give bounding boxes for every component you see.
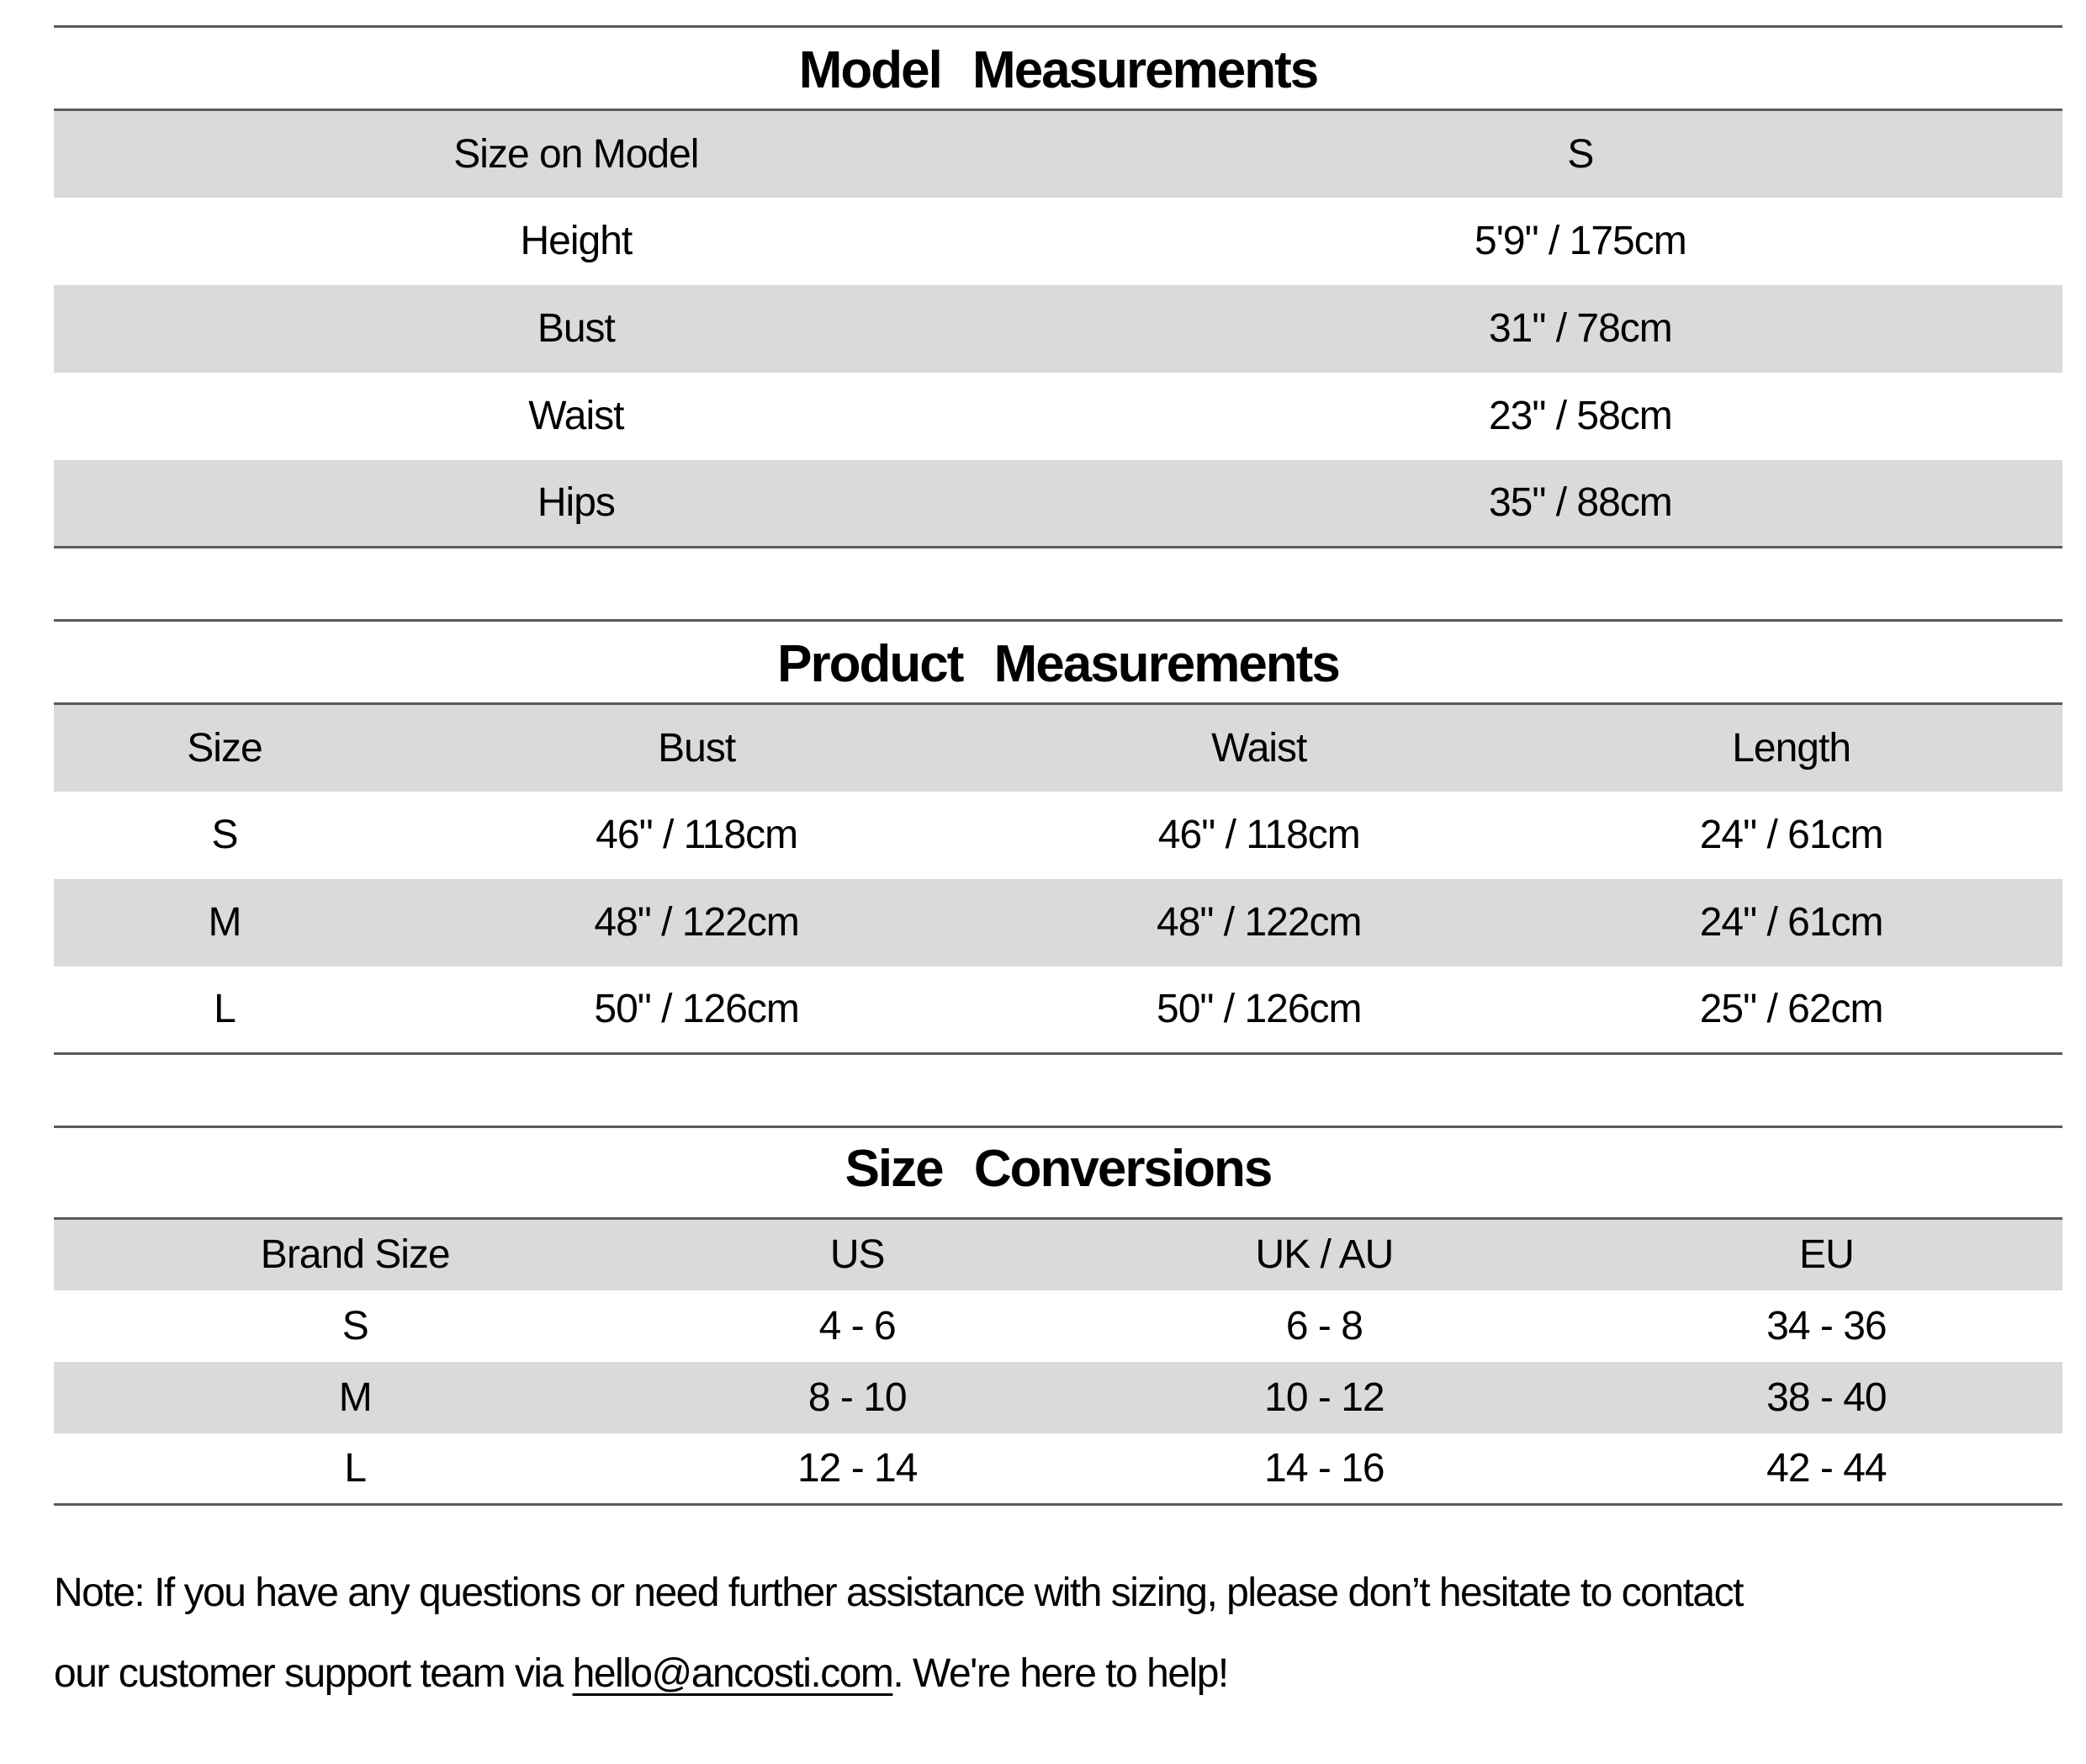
product-length-cell: 24" / 61cm	[1699, 900, 1883, 945]
model-row-label: Size on Model	[453, 131, 699, 177]
conversion-eu-cell: 34 - 36	[1766, 1303, 1887, 1348]
conversion-ukau-cell: 6 - 8	[1285, 1303, 1363, 1348]
sizing-note-line2-suffix: . We're here to help!	[892, 1651, 1228, 1696]
conversion-header-cell: EU	[1799, 1232, 1854, 1278]
sizing-note-line2-prefix: our customer support team via	[54, 1651, 573, 1696]
table-row	[54, 792, 2062, 879]
conversion-eu-cell: 42 - 44	[1766, 1445, 1887, 1491]
model-row-label: Height	[520, 219, 633, 263]
table-row	[54, 110, 2062, 198]
conversion-us-cell: 12 - 14	[797, 1445, 918, 1491]
table-header-row	[54, 1219, 2062, 1290]
sizing-note-line2	[54, 1634, 2062, 1714]
conversion-header-cell: US	[829, 1232, 885, 1278]
conversion-brand-cell: L	[344, 1445, 367, 1491]
support-email-link[interactable]: hello@ancosti.com	[572, 1651, 893, 1696]
table-row	[54, 879, 2062, 967]
conversion-brand-cell: S	[341, 1303, 368, 1348]
product-bust-cell: 46" / 118cm	[596, 813, 798, 857]
table-row	[54, 1433, 2062, 1505]
conversion-brand-cell: M	[338, 1375, 372, 1420]
conversion-us-cell: 8 - 10	[807, 1375, 907, 1420]
size-guide-page	[54, 25, 2062, 1714]
model-row-value: S	[1567, 131, 1594, 177]
product-header-cell: Size	[187, 725, 262, 771]
conversion-header-cell: Brand Size	[260, 1232, 450, 1278]
model-measurements-title: Model Measurements	[798, 41, 1318, 99]
conversion-header-cell: UK / AU	[1255, 1232, 1394, 1278]
product-header-cell: Waist	[1211, 725, 1307, 771]
product-header-cell: Bust	[658, 725, 736, 771]
model-row-label: Bust	[537, 306, 615, 351]
table-row	[54, 460, 2062, 548]
sizing-note	[54, 1553, 2062, 1714]
model-row-value: 35" / 88cm	[1488, 480, 1672, 526]
conversion-us-cell: 4 - 6	[818, 1303, 896, 1348]
model-row-value: 23" / 58cm	[1488, 394, 1672, 438]
table-row	[54, 285, 2062, 373]
product-header-cell: Length	[1732, 725, 1851, 771]
sizing-note-line1: Note: If you have any questions or need further assistance with sizing, please don’t hesitate to contact	[54, 1571, 1743, 1615]
product-size-cell: M	[208, 900, 241, 945]
section-divider	[54, 619, 2062, 622]
table-row	[54, 967, 2062, 1054]
table-row	[54, 198, 2062, 285]
product-measurements-table	[54, 702, 2062, 1055]
table-row	[54, 1362, 2062, 1433]
conversion-ukau-cell: 10 - 12	[1264, 1375, 1384, 1420]
product-bust-cell: 48" / 122cm	[594, 900, 799, 945]
model-row-label: Waist	[528, 394, 624, 438]
table-row	[54, 373, 2062, 460]
size-conversions-title: Size Conversions	[844, 1140, 1272, 1198]
table-row	[54, 1290, 2062, 1362]
size-conversions-table	[54, 1217, 2062, 1506]
conversion-ukau-cell: 14 - 16	[1264, 1445, 1384, 1491]
model-row-label: Hips	[537, 480, 615, 526]
model-measurements-table	[54, 109, 2062, 548]
product-size-cell: L	[214, 987, 236, 1032]
product-length-cell: 24" / 61cm	[1699, 813, 1883, 857]
model-row-value: 5'9" / 175cm	[1474, 219, 1686, 263]
section-divider	[54, 25, 2062, 28]
product-length-cell: 25" / 62cm	[1699, 987, 1883, 1032]
product-waist-cell: 48" / 122cm	[1157, 900, 1362, 945]
product-measurements-title: Product Measurements	[777, 635, 1339, 693]
model-row-value: 31" / 78cm	[1488, 306, 1672, 351]
product-waist-cell: 46" / 118cm	[1157, 813, 1360, 857]
conversion-eu-cell: 38 - 40	[1766, 1375, 1887, 1420]
product-waist-cell: 50" / 126cm	[1157, 987, 1362, 1032]
table-header-row	[54, 704, 2062, 792]
product-size-cell: S	[211, 813, 238, 857]
section-divider	[54, 1126, 2062, 1128]
product-bust-cell: 50" / 126cm	[594, 987, 799, 1032]
